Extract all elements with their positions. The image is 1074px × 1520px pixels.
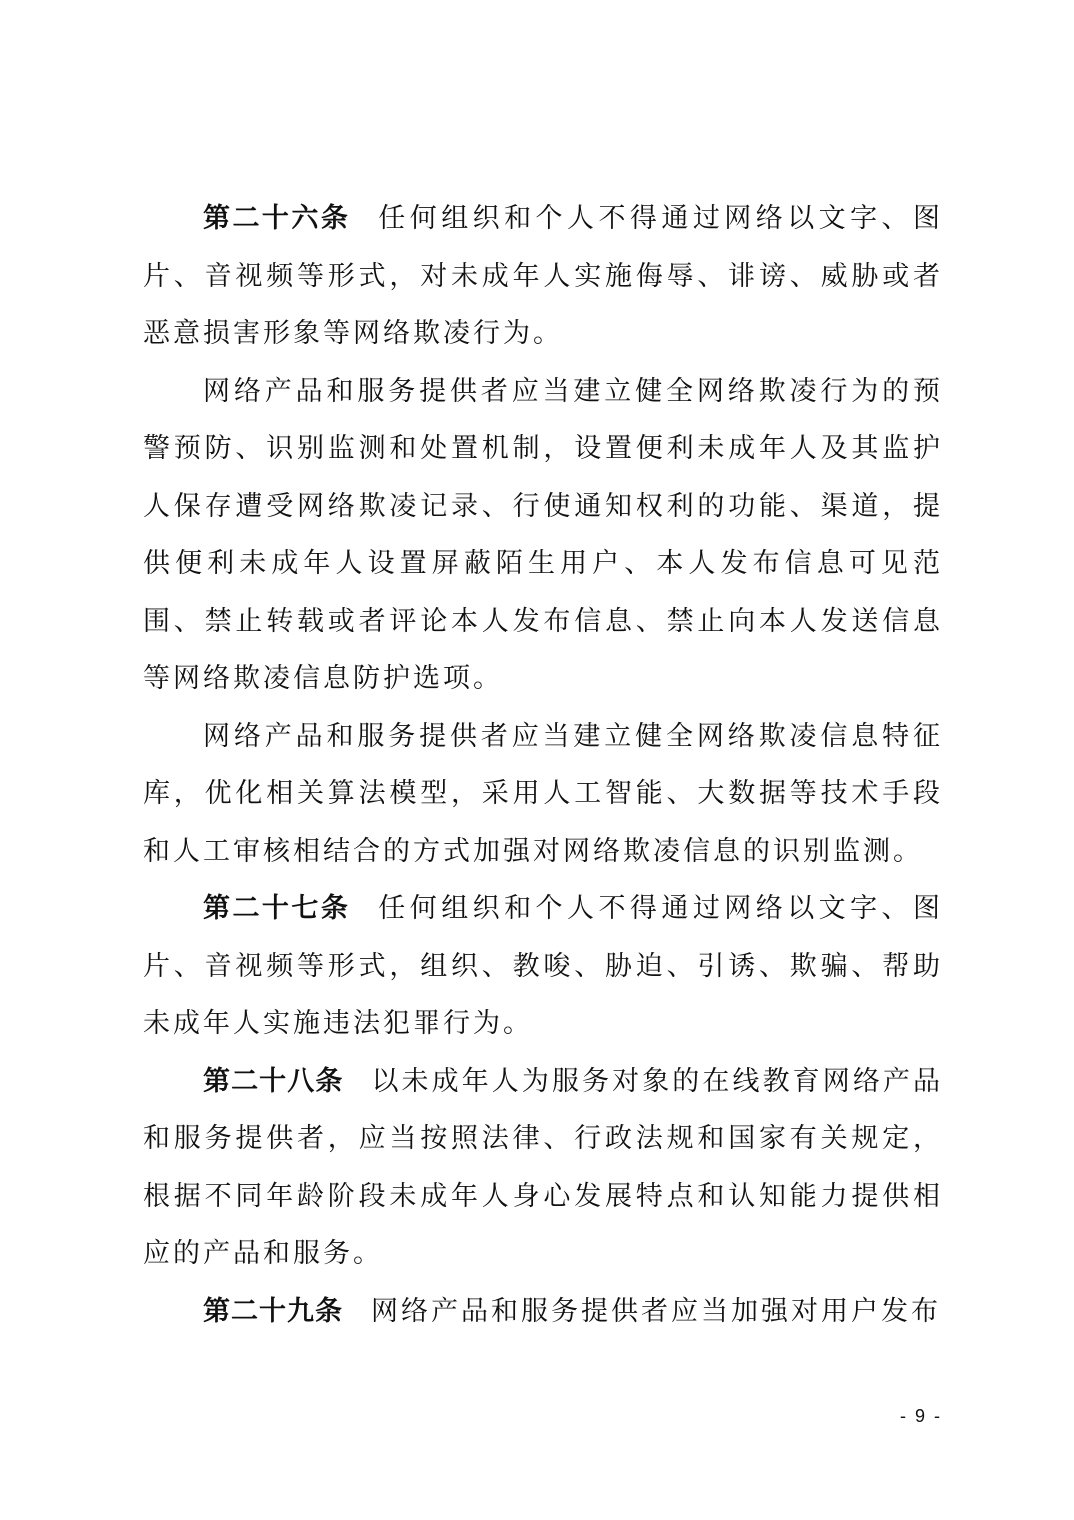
paragraph-text: 网络产品和服务提供者应当建立健全网络欺凌行为的预警预防、识别监测和处置机制，设置便利未成年人及其监护人保存遭受网络欺凌记录、行使通知权利的功能、渠道，提供便利未成年人设置屏蔽陌生用户、本人发布信息可见范围、禁止转载或者评论本人发布信息、禁止向本人发送信息等网络欺凌信息防护选项。 [143,375,943,694]
paragraph-text: 任何组织和个人不得通过网络以文字、图片、音视频等形式，组织、教唆、胁迫、引诱、欺骗、帮助未成年人实施违法犯罪行为。 [143,893,944,1039]
page-number: - 9 - [899,1406,942,1426]
article-heading: 第二十九条 [203,1295,343,1327]
paragraph-article-26-clause-3 [143,708,943,881]
paragraph-article-27 [143,880,943,1053]
paragraph-text: 网络产品和服务提供者应当加强对用户发布 [371,1295,941,1327]
paragraph-text: 网络产品和服务提供者应当建立健全网络欺凌信息特征库，优化相关算法模型，采用人工智能、大数据等技术手段和人工审核相结合的方式加强对网络欺凌信息的识别监测。 [143,720,943,867]
paragraph-article-26 [143,190,943,363]
article-heading: 第二十八条 [203,1065,344,1097]
paragraph-text: 任何组织和个人不得通过网络以文字、图片、音视频等形式，对未成年人实施侮辱、诽谤、威胁或者恶意损害形象等网络欺凌行为。 [143,203,944,349]
article-heading: 第二十六条 [203,203,351,234]
document-body [143,190,943,1340]
paragraph-article-29 [143,1283,943,1341]
paragraph-article-26-clause-2 [143,363,943,708]
paragraph-article-28 [143,1053,943,1283]
article-heading: 第二十七条 [203,893,351,924]
paragraph-text: 以未成年人为服务对象的在线教育网络产品和服务提供者，应当按照法律、行政法规和国家有关规定，根据不同年龄阶段未成年人身心发展特点和认知能力提供相应的产品和服务。 [143,1065,944,1269]
